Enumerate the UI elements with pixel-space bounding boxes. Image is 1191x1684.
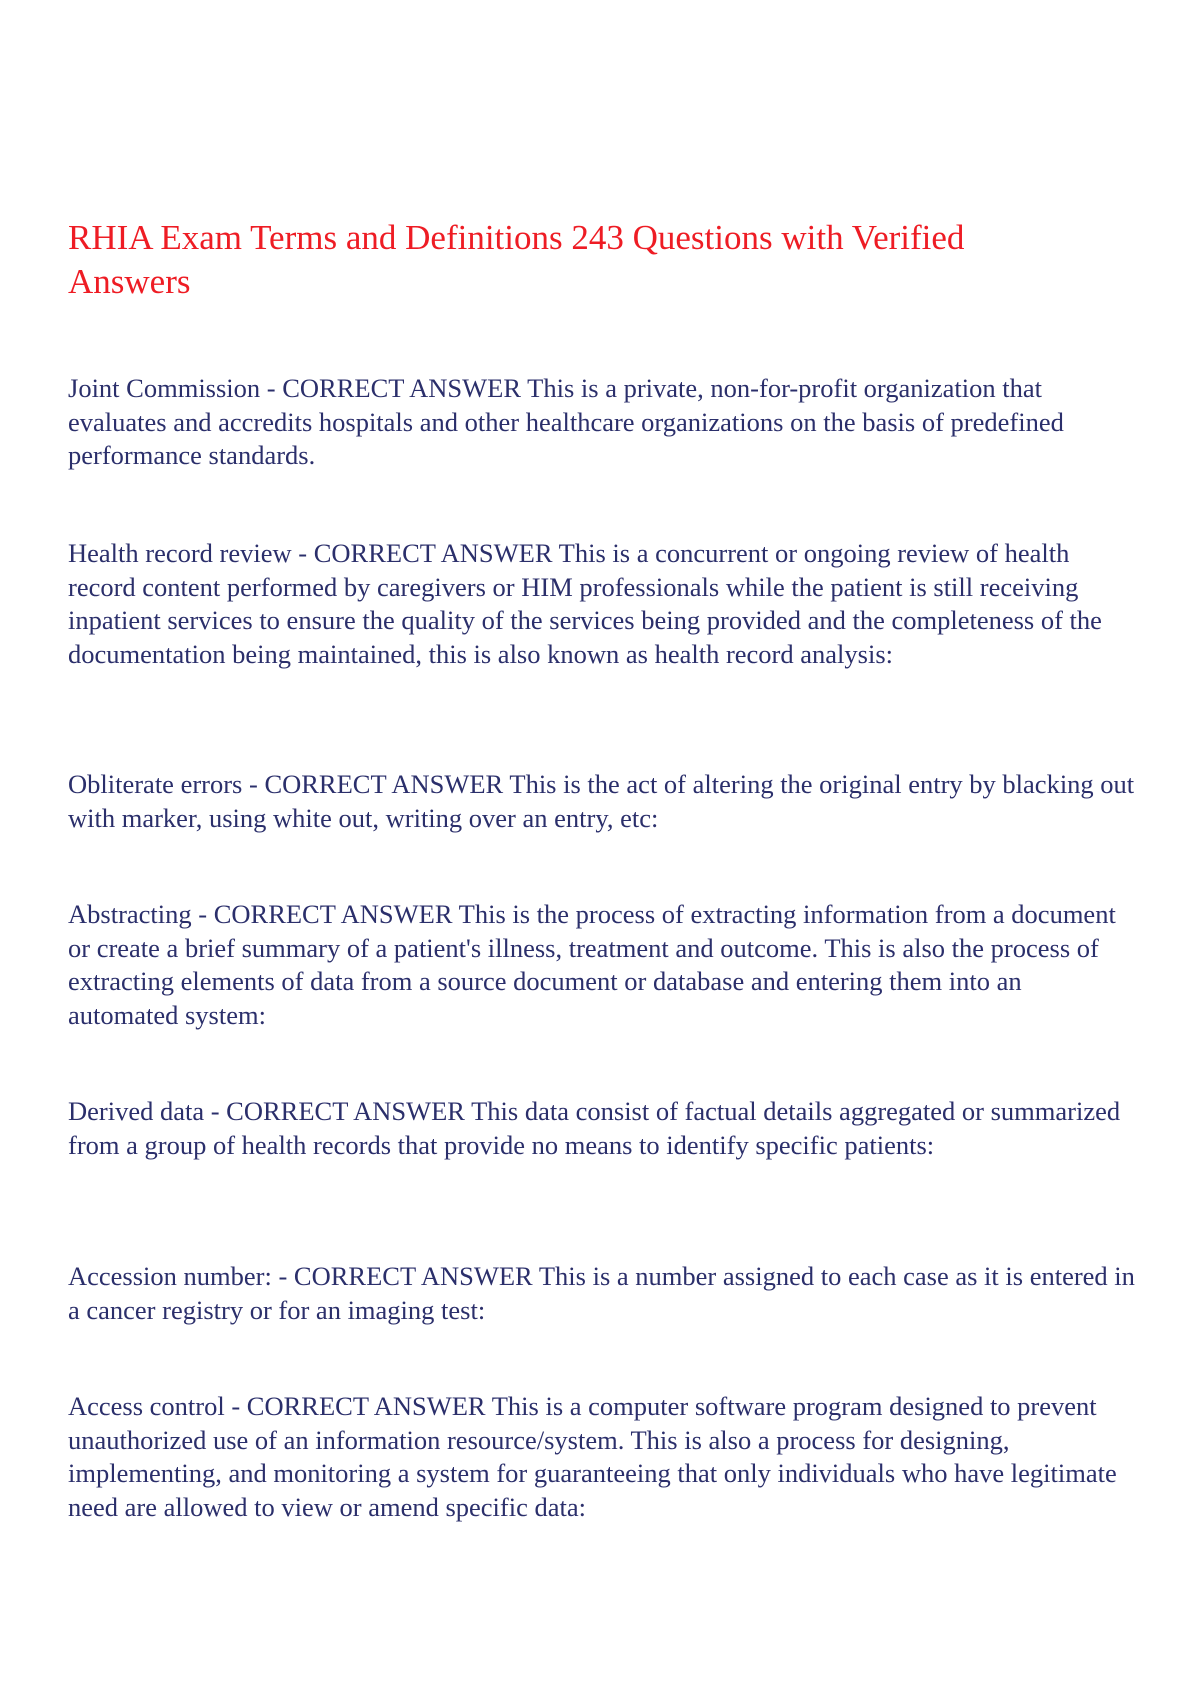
document-title: RHIA Exam Terms and Definitions 243 Questions with Verified Answers: [68, 218, 965, 301]
definition-entry: Access control - CORRECT ANSWER This is a computer software program designed to prevent unauthorized use of an information resource/system. This is also a process for designing, implementing, and monitoring a system for guaranteeing that only individuals who have legitimate need are allowed to view or amend specific data:: [68, 1391, 1117, 1522]
definition-entry: Accession number: - CORRECT ANSWER This is a number assigned to each case as it is entered in a cancer registry or for an imaging test:: [68, 1261, 1135, 1325]
definition-entry: Obliterate errors - CORRECT ANSWER This is the act of altering the original entry by blacking out with marker, using white out, writing over an entry, etc:: [68, 769, 1135, 833]
definition-entry: Joint Commission - CORRECT ANSWER This is a private, non-for-profit organization that evaluates and accredits hospitals and other healthcare organizations on the basis of predefined performance standards.: [68, 373, 1064, 471]
definition-entry: Health record review - CORRECT ANSWER This is a concurrent or ongoing review of health record content performed by caregivers or HIM professionals while the patient is still receiving inpatient services to ensure the quality of the services being provided and the completeness of the documentation being maintained, this is also known as health record analysis:: [68, 538, 1102, 669]
definition-entry: Abstracting - CORRECT ANSWER This is the process of extracting information from a document or create a brief summary of a patient's illness, treatment and outcome. This is also the process of extracting elements of data from a source document or database and entering them into an automated system:: [68, 899, 1116, 1030]
definition-entry: Derived data - CORRECT ANSWER This data consist of factual details aggregated or summarized from a group of health records that provide no means to identify specific patients:: [68, 1096, 1121, 1160]
